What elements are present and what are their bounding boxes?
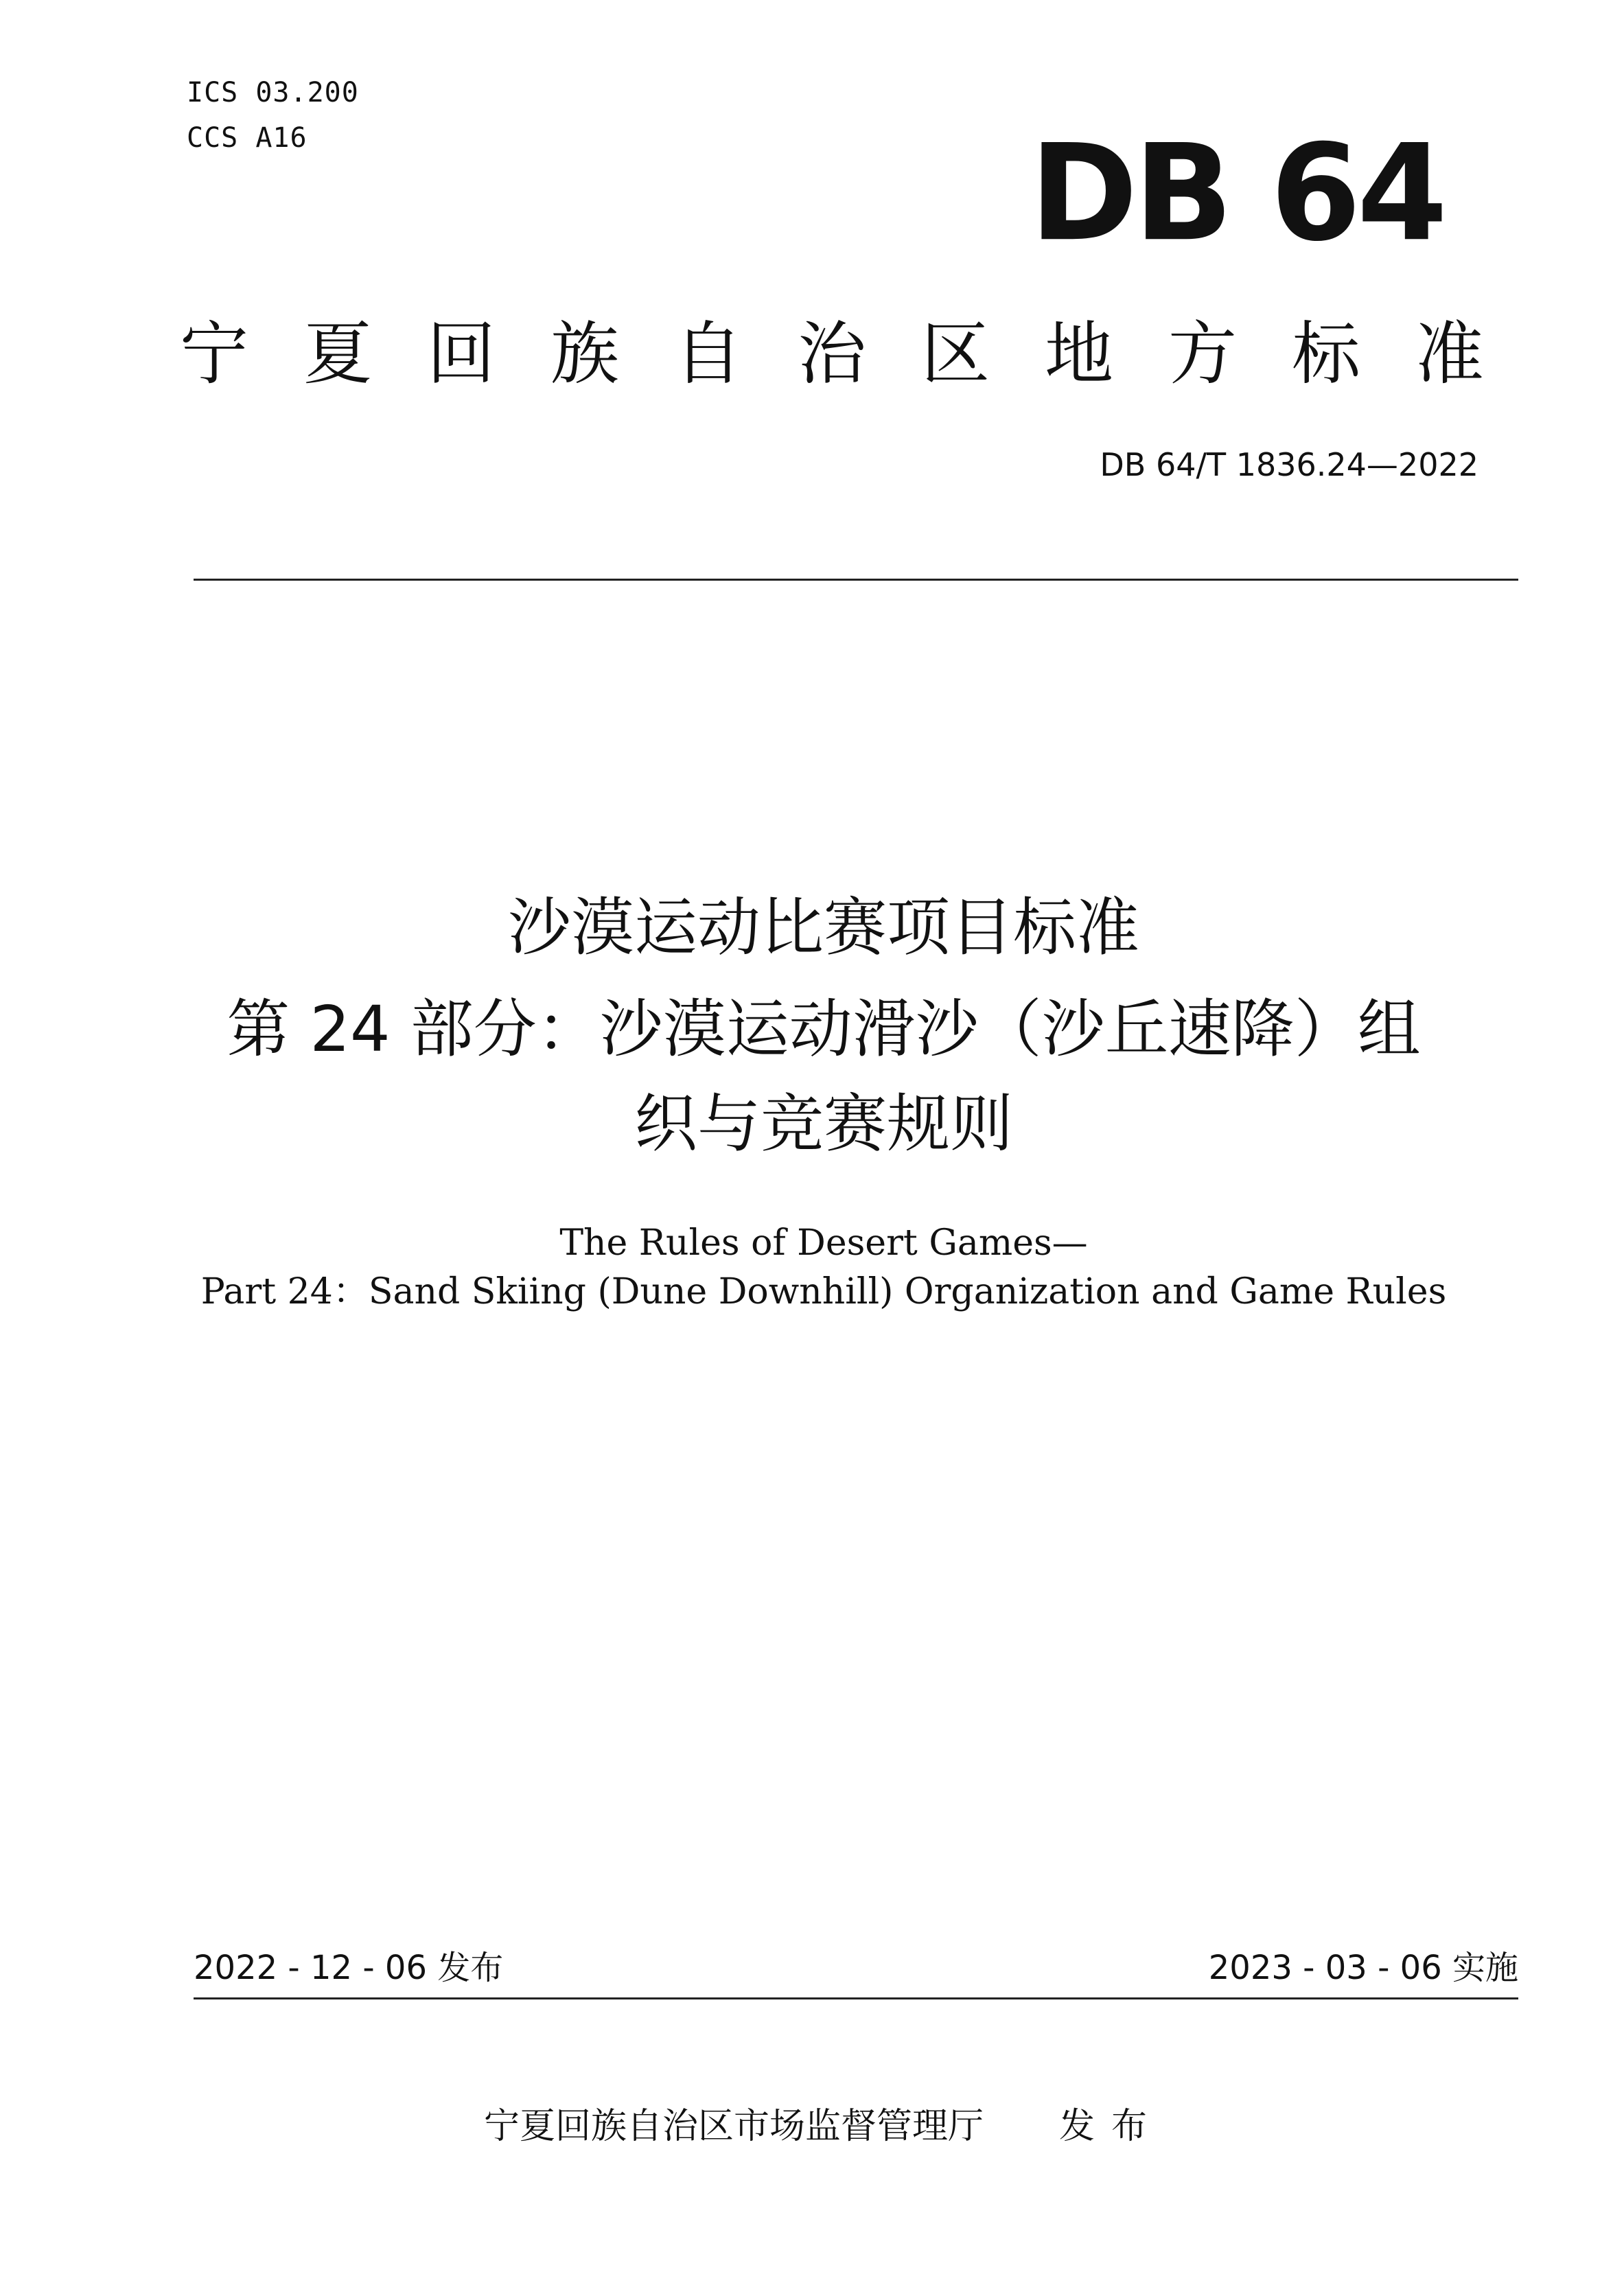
bottom-divider [194, 1997, 1518, 1999]
db64-logo: DB 64 [1030, 115, 1444, 271]
chinese-title-line-1: 沙漠运动比赛项目标准 [507, 891, 1139, 964]
ccs-code: CCS A16 [187, 122, 308, 154]
chinese-title-line-3: 织与竞赛规则 [634, 1087, 1013, 1161]
ics-code: ICS 03.200 [187, 77, 359, 108]
english-title-line-2: Part 24：Sand Skiing (Dune Downhill) Organization and Game Rules [200, 1271, 1447, 1312]
top-divider [194, 579, 1518, 581]
english-title-line-1: The Rules of Desert Games— [559, 1222, 1088, 1264]
issue-date: 2022 - 12 - 06 发布 [194, 1949, 504, 1987]
effective-date: 2023 - 03 - 06 实施 [1208, 1949, 1518, 1987]
issuer-action: 发布 [1059, 2106, 1164, 2147]
issuer-line [137, 2099, 1510, 2154]
chinese-title-line-2: 第 24 部分：沙漠运动滑沙（沙丘速降）组 [227, 993, 1421, 1066]
issuer-name: 宁夏回族自治区市场监督管理厅 [483, 2106, 984, 2147]
standard-type-heading: 宁夏回族自治区地方标准 [180, 314, 1539, 394]
standard-number: DB 64/T 1836.24—2022 [1100, 446, 1478, 483]
